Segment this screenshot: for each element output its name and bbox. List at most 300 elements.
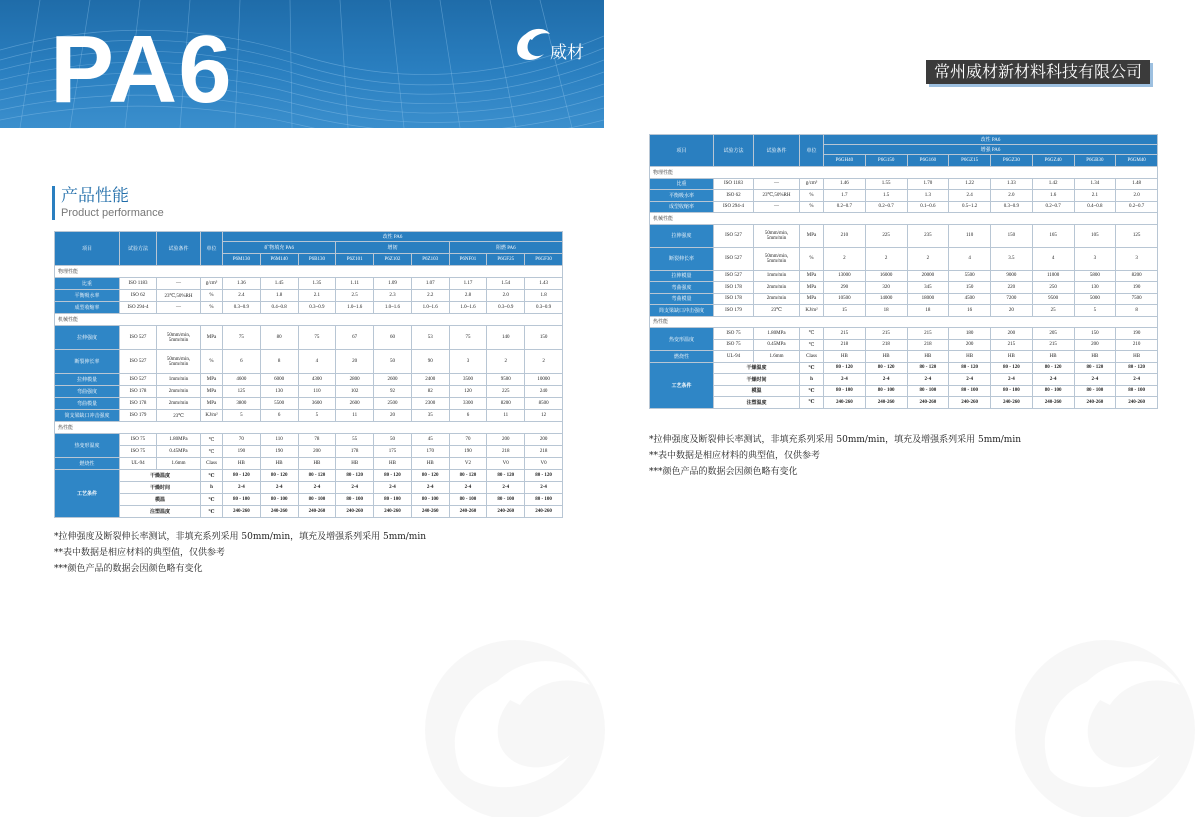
value-cell: 240-260 [487,506,525,518]
value-cell: 102 [336,386,374,398]
table-row [55,398,563,410]
value-cell: 200 [1074,339,1116,351]
header-method: 试验方法 [714,135,754,167]
value-cell: 80 - 120 [411,470,449,482]
unit-cell: g/cm³ [201,278,223,290]
value-cell: 210 [824,224,866,247]
value-cell: 215 [991,339,1033,351]
test-condition: 2mm/min [754,282,800,294]
row-label: 断裂伸长率 [55,350,120,374]
note-line: *拉伸强度及断裂伸长率测试，非填充系列采用 50mm/min，填充及增强系列采用 5mm/min [54,532,427,542]
value-cell: 80 - 100 [298,494,336,506]
value-cell: 0.2~0.7 [1116,201,1158,213]
value-cell: 1.7 [824,190,866,202]
test-method: ISO 178 [120,386,157,398]
grade-header: P6GM40 [1116,155,1158,167]
value-cell: 2-4 [525,482,563,494]
grade-header: P6GF30 [525,254,563,266]
value-cell: HB [907,351,949,363]
row-label: 工艺条件 [650,362,714,408]
row-label: 弯曲强度 [55,386,120,398]
value-cell: 13000 [824,270,866,282]
row-label: 热变形温度 [55,434,120,458]
value-cell: 75 [223,326,261,350]
test-condition-line: 5mm/min [168,337,189,343]
value-cell: 130 [1074,282,1116,294]
value-cell: 82 [411,386,449,398]
value-cell: 1.3 [907,190,949,202]
test-condition [157,326,201,350]
value-cell: 2 [525,350,563,374]
test-condition-line: 50mm/min, [764,230,789,236]
unit-cell: ℃ [201,494,223,506]
table-row [650,397,1158,409]
test-method: ISO 62 [120,290,157,302]
value-cell: 2.0 [1116,190,1158,202]
value-cell: 218 [824,339,866,351]
value-cell: 220 [991,282,1033,294]
unit-cell: ℃ [201,470,223,482]
value-cell: 80 - 100 [1116,385,1158,397]
process-condition: 干燥温度 [120,470,201,482]
value-cell: 0.3~0.9 [223,302,261,314]
value-cell: 16000 [865,270,907,282]
left-properties-table [54,231,563,518]
value-cell: 2.8 [449,290,487,302]
value-cell: 105 [1074,224,1116,247]
header-condition: 试验条件 [157,232,201,266]
test-condition: 1.6mm [754,351,800,363]
unit-cell: g/cm³ [800,178,824,190]
row-label: 拉伸模量 [650,270,714,282]
unit-cell: ℃ [201,434,223,446]
value-cell: 20 [336,350,374,374]
value-cell: 225 [487,386,525,398]
unit-cell: MPa [201,386,223,398]
value-cell: 2 [865,247,907,270]
row-label: 平衡吸水率 [650,190,714,202]
table-row [55,494,563,506]
value-cell: 14000 [865,293,907,305]
value-cell: 4600 [223,374,261,386]
value-cell: 80 - 100 [907,385,949,397]
value-cell: 45 [411,434,449,446]
value-cell: 2.4 [223,290,261,302]
value-cell: 240 [525,386,563,398]
value-cell: 125 [223,386,261,398]
value-cell: 1.0~1.6 [449,302,487,314]
table-row [55,386,563,398]
value-cell: 11000 [1032,270,1074,282]
value-cell: 2-4 [223,482,261,494]
value-cell: 0.3~0.9 [487,302,525,314]
value-cell: 3 [1116,247,1158,270]
test-condition: 1.80MPa [754,328,800,340]
table-row [650,282,1158,294]
value-cell: 1.54 [487,278,525,290]
value-cell: 2-4 [991,374,1033,386]
value-cell: 215 [865,328,907,340]
value-cell: 1.0~1.6 [336,302,374,314]
unit-cell: ℃ [201,446,223,458]
value-cell: 0.2~0.7 [824,201,866,213]
section-label: 机械性能 [55,314,563,326]
value-cell: HB [223,458,261,470]
value-cell: 2-4 [1074,374,1116,386]
value-cell: HB [991,351,1033,363]
grade-header: P6B130 [298,254,336,266]
unit-cell: KJ/m² [800,305,824,317]
value-cell: HB [374,458,412,470]
value-cell: 53 [411,326,449,350]
unit-cell: KJ/m² [201,410,223,422]
value-cell: 215 [1032,339,1074,351]
row-label: 成型收缩率 [650,201,714,213]
value-cell: 2600 [336,398,374,410]
value-cell: 345 [907,282,949,294]
value-cell: 12 [525,410,563,422]
value-cell: HB [260,458,298,470]
test-condition: 1.80MPa [157,434,201,446]
value-cell: 90 [411,350,449,374]
value-cell: 2.4 [949,190,991,202]
table-row [650,178,1158,190]
value-cell: 200 [487,434,525,446]
value-cell: 15 [824,305,866,317]
value-cell: V0 [525,458,563,470]
row-label: 燃烧性 [650,351,714,363]
value-cell: 210 [1116,339,1158,351]
table-row [650,374,1158,386]
value-cell: 240-260 [223,506,261,518]
grade-header: P6M140 [260,254,298,266]
value-cell: 80 - 100 [865,385,907,397]
header-unit: 单位 [201,232,223,266]
value-cell: 240-260 [374,506,412,518]
value-cell: 5 [223,410,261,422]
value-cell: 6000 [260,374,298,386]
value-cell: 5500 [260,398,298,410]
table-row [650,316,1158,328]
table-row [650,167,1158,179]
table-row [55,326,563,350]
table-row [55,422,563,434]
unit-cell: h [800,374,824,386]
section-label: 物理性能 [55,266,563,278]
value-cell: 50 [374,350,412,374]
value-cell: 67 [336,326,374,350]
test-method: ISO 527 [714,224,754,247]
value-cell: 2-4 [824,374,866,386]
value-cell: 2800 [336,374,374,386]
test-method: ISO 179 [714,305,754,317]
test-method: ISO 527 [120,326,157,350]
value-cell: 215 [824,328,866,340]
test-method: ISO 75 [120,446,157,458]
value-cell: 240-260 [949,397,991,409]
unit-cell: ℃ [800,328,824,340]
value-cell: 215 [907,328,949,340]
test-method: ISO 178 [714,282,754,294]
value-cell: 2-4 [1032,374,1074,386]
table-row [55,458,563,470]
value-cell: 150 [949,282,991,294]
value-cell: 20000 [907,270,949,282]
grade-header: P6Z102 [374,254,412,266]
value-cell: 0.3~0.9 [525,302,563,314]
header-modified: 改性 PA6 [824,135,1158,145]
value-cell: 35 [411,410,449,422]
value-cell: 20 [991,305,1033,317]
value-cell: 80 - 120 [1032,362,1074,374]
value-cell: 80 - 100 [1074,385,1116,397]
value-cell: 3300 [449,398,487,410]
value-cell: 2-4 [1116,374,1158,386]
value-cell: 2.0 [991,190,1033,202]
value-cell: 10500 [824,293,866,305]
header-item: 项目 [55,232,120,266]
header-method: 试验方法 [120,232,157,266]
value-cell: 80 - 100 [411,494,449,506]
page-title: PA6 [50,16,233,123]
value-cell: 240-260 [824,397,866,409]
value-cell: 7500 [1116,293,1158,305]
value-cell: 80 - 100 [449,494,487,506]
value-cell: 3800 [223,398,261,410]
test-method: ISO 527 [714,270,754,282]
table-row [650,328,1158,340]
section-label: 热性能 [55,422,563,434]
value-cell: 1.35 [298,278,336,290]
value-cell: 190 [260,446,298,458]
value-cell: 5500 [949,270,991,282]
value-cell: 240-260 [336,506,374,518]
unit-cell: MPa [800,270,824,282]
row-label: 简支梁缺口冲击强度 [55,410,120,422]
unit-cell: % [201,350,223,374]
row-label: 弯曲模量 [55,398,120,410]
value-cell: 80 - 120 [260,470,298,482]
value-cell: 240-260 [260,506,298,518]
row-label: 弯曲强度 [650,282,714,294]
header-unit: 单位 [800,135,824,167]
value-cell: 1.6 [1032,190,1074,202]
right-properties-table [649,134,1158,409]
test-condition: 23℃,50%RH [754,190,800,202]
grade-header: P6GZ30 [991,155,1033,167]
watermark-logo-icon [1010,630,1200,817]
unit-cell: ℃ [800,397,824,409]
section-label: 机械性能 [650,213,1158,225]
value-cell: HB [865,351,907,363]
row-label: 工艺条件 [55,470,120,518]
test-condition: — [157,302,201,314]
value-cell: 5800 [1074,270,1116,282]
value-cell: HB [949,351,991,363]
test-method: ISO 294-4 [714,201,754,213]
value-cell: 11 [336,410,374,422]
test-condition: — [754,201,800,213]
value-cell: 25 [1032,305,1074,317]
value-cell: 1.5 [865,190,907,202]
notes-left [54,529,426,577]
value-cell: 1.0~1.6 [411,302,449,314]
test-condition: 2mm/min [754,293,800,305]
value-cell: HB [824,351,866,363]
unit-cell: ℃ [800,339,824,351]
value-cell: 4500 [949,293,991,305]
value-cell: 240-260 [865,397,907,409]
process-condition: 注塑温度 [120,506,201,518]
test-method: ISO 527 [120,350,157,374]
value-cell: 8200 [1116,270,1158,282]
grade-header: P6GB30 [1074,155,1116,167]
value-cell: 165 [1032,224,1074,247]
value-cell: 190 [1116,282,1158,294]
value-cell: 1.09 [374,278,412,290]
table-row [55,350,563,374]
test-condition-line: 5mm/min [766,258,787,264]
value-cell: 240-260 [411,506,449,518]
test-method: ISO 179 [120,410,157,422]
test-method: ISO 178 [120,398,157,410]
value-cell: 2 [907,247,949,270]
value-cell: 140 [487,326,525,350]
value-cell: 5000 [1074,293,1116,305]
note-line: ***颜色产品的数据会因颜色略有变化 [54,564,203,574]
value-cell: 80 - 100 [1032,385,1074,397]
header-group: 矿物填充 PA6 [223,242,336,254]
value-cell: 150 [525,326,563,350]
table-row [650,385,1158,397]
value-cell: 1.34 [1074,178,1116,190]
value-cell: 2.2 [411,290,449,302]
note-line: ***颜色产品的数据会因颜色略有变化 [649,467,798,477]
value-cell: 80 - 120 [865,362,907,374]
value-cell: 7200 [991,293,1033,305]
test-condition [754,247,800,270]
value-cell: 80 - 100 [525,494,563,506]
value-cell: 18 [907,305,949,317]
value-cell: 240-260 [449,506,487,518]
value-cell: 80 - 100 [260,494,298,506]
value-cell: 1.45 [260,278,298,290]
unit-cell: MPa [800,282,824,294]
table-row [650,213,1158,225]
value-cell: 175 [374,446,412,458]
value-cell: 80 - 100 [336,494,374,506]
value-cell: 110 [298,386,336,398]
grade-header: P6GF25 [487,254,525,266]
test-condition-line: 50mm/min, [764,253,789,259]
brand-logo-text: 威材 [550,43,584,63]
grade-header: P6Z101 [336,254,374,266]
value-cell: 2 [824,247,866,270]
value-cell: 0.1~0.6 [907,201,949,213]
value-cell: V0 [487,458,525,470]
section-label: 热性能 [650,316,1158,328]
grade-header: P6G150 [865,155,907,167]
test-condition-line: 5mm/min [168,361,189,367]
row-label: 拉伸强度 [650,224,714,247]
value-cell: 0.2~0.7 [865,201,907,213]
header-group: 增韧 [336,242,449,254]
value-cell: 80 - 120 [1116,362,1158,374]
test-condition: 1mm/min [157,374,201,386]
value-cell: 2-4 [374,482,412,494]
value-cell: 80 [260,326,298,350]
value-cell: 218 [907,339,949,351]
value-cell: 1.42 [1032,178,1074,190]
unit-cell: MPa [201,374,223,386]
test-condition: — [157,278,201,290]
value-cell: 2600 [374,374,412,386]
value-cell: 3600 [298,398,336,410]
row-label: 简支梁缺口冲击强度 [650,305,714,317]
table-row [55,482,563,494]
value-cell: 1.8 [525,290,563,302]
unit-cell: Class [201,458,223,470]
value-cell: 80 - 100 [824,385,866,397]
value-cell: 2.1 [298,290,336,302]
unit-cell: % [800,201,824,213]
test-method: ISO 1183 [714,178,754,190]
value-cell: 8 [1116,305,1158,317]
value-cell: 235 [907,224,949,247]
table-row [55,506,563,518]
unit-cell: % [800,190,824,202]
value-cell: 80 - 120 [298,470,336,482]
value-cell: 0.4~0.8 [260,302,298,314]
value-cell: HB [1116,351,1158,363]
value-cell: 0.2~0.7 [1032,201,1074,213]
value-cell: 218 [865,339,907,351]
table-row [55,410,563,422]
value-cell: 80 - 120 [336,470,374,482]
value-cell: 218 [525,446,563,458]
value-cell: 80 - 100 [487,494,525,506]
value-cell: 80 - 100 [374,494,412,506]
test-method: ISO 75 [714,339,754,351]
value-cell: 80 - 120 [525,470,563,482]
test-condition: — [754,178,800,190]
header-condition: 试验条件 [754,135,800,167]
row-label: 热变形温度 [650,328,714,351]
value-cell: 150 [991,224,1033,247]
value-cell: 2300 [411,398,449,410]
table-row [55,446,563,458]
value-cell: 80 - 120 [487,470,525,482]
header-group: 增强 PA6 [824,145,1158,155]
value-cell: 4 [949,247,991,270]
value-cell: 80 - 120 [1074,362,1116,374]
row-label: 拉伸模量 [55,374,120,386]
value-cell: 80 - 100 [991,385,1033,397]
test-condition: 2mm/min [157,398,201,410]
value-cell: HB [298,458,336,470]
grade-header: P6M130 [223,254,261,266]
value-cell: 2400 [411,374,449,386]
company-name: 常州威材新材料科技有限公司 [926,60,1150,84]
table-row [650,351,1158,363]
value-cell: HB [411,458,449,470]
value-cell: 80 - 120 [374,470,412,482]
value-cell: 80 - 120 [949,362,991,374]
value-cell: 240-260 [525,506,563,518]
unit-cell: % [201,302,223,314]
process-condition: 干燥时间 [120,482,201,494]
value-cell: 1.70 [907,178,949,190]
